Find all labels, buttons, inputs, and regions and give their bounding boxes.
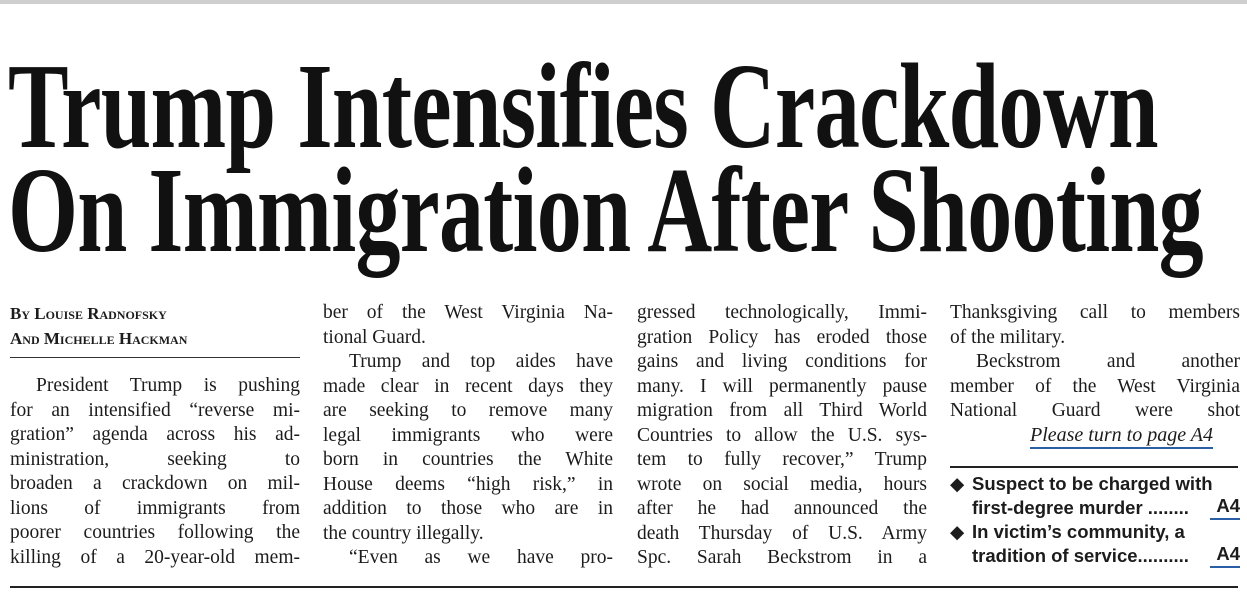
article-text-line: poorer countries following the <box>10 522 300 543</box>
article-text-line: migration from all Third World <box>637 400 927 421</box>
article-text-line: legal immigrants who were <box>323 424 613 446</box>
article-text-line: ber of the West Virginia Na- <box>323 302 613 323</box>
article-text-line: addition to those who are in <box>323 498 613 519</box>
article-text-line: for an intensified “reverse mi- <box>10 399 300 421</box>
headline-line-2: On Immigration After Shooting <box>8 143 1203 278</box>
related-item-line-1: Suspect to be charged with <box>972 473 1213 494</box>
related-item[interactable] <box>950 520 1240 568</box>
article-text-line: gration” agenda across his ad- <box>10 424 300 445</box>
related-item-line-2: first-degree murder ........ <box>972 497 1189 518</box>
diamond-bullet-icon: ◆ <box>950 473 965 494</box>
article-text-line: many. I will permanently pause <box>637 375 927 397</box>
article-text-line: broaden a crackdown on mil- <box>10 473 300 494</box>
article-text-line: killing of a 20-year-old mem- <box>10 546 300 568</box>
article-text-line: of the military. <box>950 326 1066 348</box>
article-text-line: House deems “high risk,” in <box>323 473 613 495</box>
article-text-line: tional Guard. <box>323 326 426 348</box>
headline-line-1: Trump Intensifies Crackdown <box>8 39 1158 174</box>
article-column-3 <box>637 301 927 571</box>
article-text-line: death Thursday of U.S. Army <box>637 522 927 544</box>
related-top-rule <box>950 466 1238 468</box>
byline-line-1: By Louise Radnofsky <box>10 304 167 323</box>
article-text-line: after he had announced the <box>637 498 927 519</box>
byline-line-2: And Michelle Hackman <box>10 329 188 348</box>
related-item-page-link[interactable]: A4 <box>1210 542 1240 568</box>
article-text-line: gressed technologically, Immi- <box>637 302 927 323</box>
article-text-line: Thanksgiving call to members <box>950 302 1240 323</box>
article-text-line: Countries to allow the U.S. sys- <box>637 424 927 446</box>
byline-rule <box>10 357 300 358</box>
article-text-line: ministration, seeking to <box>10 448 300 470</box>
jump-link[interactable]: Please turn to page A4 <box>1030 423 1213 449</box>
article-column-4 <box>950 301 1240 424</box>
article-text-line: are seeking to remove many <box>323 400 613 421</box>
article-column-2 <box>323 301 613 571</box>
related-item-page-link[interactable]: A4 <box>1210 494 1240 520</box>
article-column-1 <box>10 301 300 570</box>
diamond-bullet-icon: ◆ <box>950 521 965 542</box>
bottom-rule <box>10 586 1238 588</box>
article-text-line: President Trump is pushing <box>36 375 300 396</box>
article-text-line: wrote on social media, hours <box>637 473 927 495</box>
article-text-line: National Guard were shot <box>950 400 1240 421</box>
related-item-line-1: In victim’s community, a <box>972 521 1185 542</box>
top-border <box>0 0 1247 4</box>
article-text-line: gains and living conditions for <box>637 351 927 372</box>
article-text-line: Spc. Sarah Beckstrom in a <box>637 547 927 568</box>
article-text-line: “Even as we have pro- <box>349 547 613 568</box>
related-item[interactable] <box>950 472 1240 520</box>
article-text-line: born in countries the White <box>323 449 613 470</box>
article-text-line: lions of immigrants from <box>10 497 300 519</box>
article-text-line: Beckstrom and another <box>976 351 1240 372</box>
article-text-line: Trump and top aides have <box>349 351 613 372</box>
article-text-line: made clear in recent days they <box>323 375 613 397</box>
related-stories <box>950 472 1240 568</box>
article-text-line: tem to fully recover,” Trump <box>637 449 927 470</box>
article-text-line: member of the West Virginia <box>950 375 1240 397</box>
related-item-line-2: tradition of service.......... <box>972 545 1189 566</box>
article-text-line: gration Policy has eroded those <box>637 326 927 348</box>
article-text-line: the country illegally. <box>323 522 484 544</box>
